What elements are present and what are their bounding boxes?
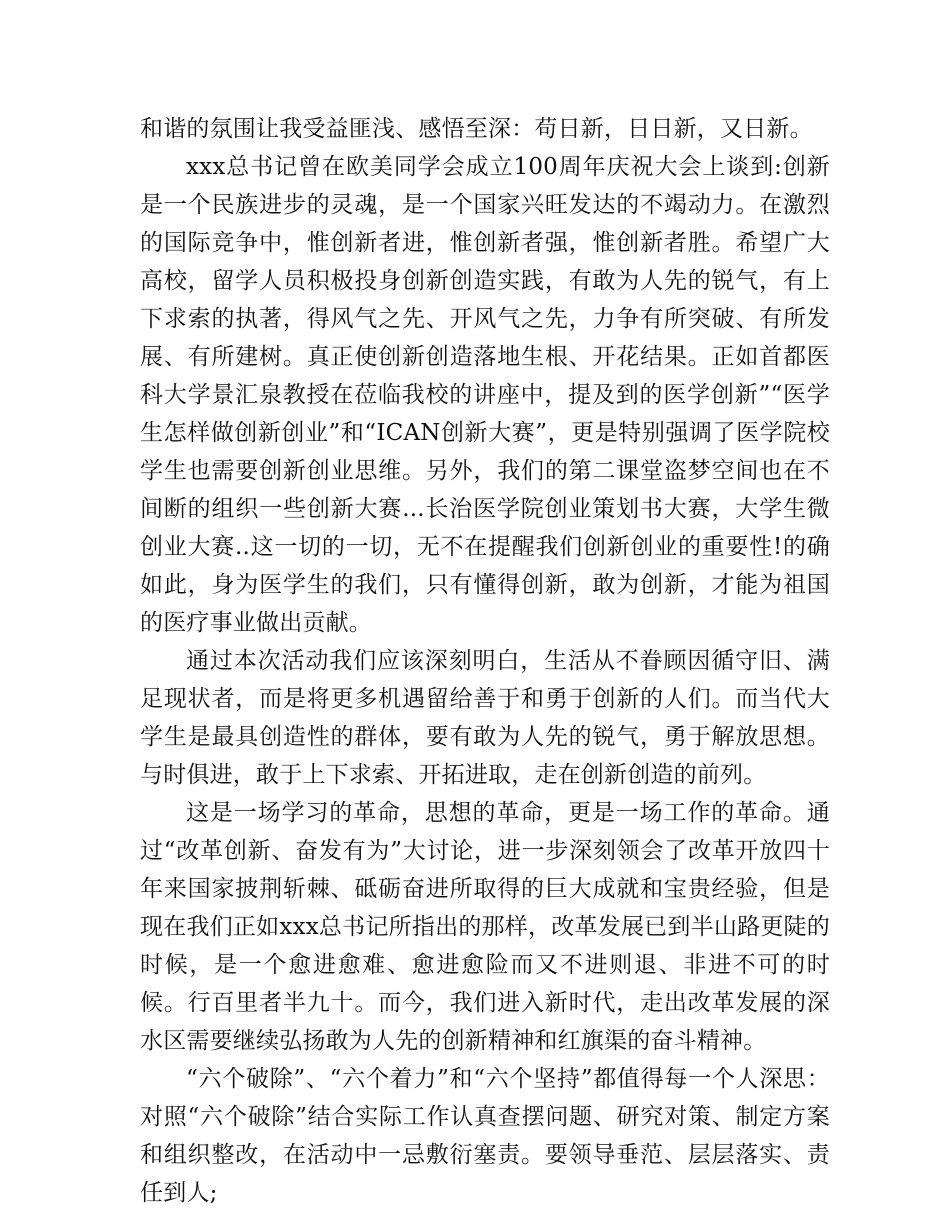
paragraph-4: 这是一场学习的革命，思想的革命，更是一场工作的革命。通过“改革创新、奋发有为”大讨论，进一步深刻领会了改革开放四十年来国家披荆斩棘、砥砺奋进所取得的巨大成就和宝贵经验，但是现在我们正如xxx总书记所指出的那样，改革发展已到半山路更陡的时候，是一个愈进愈难、愈进愈险而又不进则退、非进不可的时候。行百里者半九十。而今，我们进入新时代，走出改革发展的深水区需要继续弘扬敢为人先的创新精神和红旗渠的奋斗精神。 [140,800,830,1054]
document-page [140,110,830,1212]
paragraph-2: xxx总书记曾在欧美同学会成立100周年庆祝大会上谈到:创新是一个民族进步的灵魂，是一个国家兴旺发达的不竭动力。在激烈的国际竞争中，惟创新者进，惟创新者强，惟创新者胜。希望广大高校，留学人员积极投身创新创造实践，有敢为人先的锐气，有上下求索的执著，得风气之先、开风气之先，力争有所突破、有所发展、有所建树。真正使创新创造落地生根、开花结果。正如首都医科大学景汇泉教授在莅临我校的讲座中，提及到的医学创新”“医学生怎样做创新创业”和“ICAN创新大赛”，更是特别强调了医学院校学生也需要创新创业思维。另外，我们的第二课堂盗梦空间也在不间断的组织一些创新大赛...长治医学院创业策划书大赛，大学生微创业大赛..这一切的一切，无不在提醒我们创新创业的重要性!的确如此，身为医学生的我们，只有懂得创新，敢为创新，才能为祖国的医疗事业做出贡献。 [140,154,830,636]
paragraph-1: 和谐的氛围让我受益匪浅、感悟至深：苟日新，日日新，又日新。 [140,116,813,142]
paragraph-5: “六个破除”、“六个着力”和“六个坚持”都值得每一个人深思：对照“六个破除”结合实际工作认真查摆问题、研究对策、制定方案和组织整改，在活动中一忌敷衍塞责。要领导垂范、层层落实、责任到人; [140,1066,830,1206]
paragraph-3: 通过本次活动我们应该深刻明白，生活从不眷顾因循守旧、满足现状者，而是将更多机遇留给善于和勇于创新的人们。而当代大学生是最具创造性的群体，要有敢为人先的锐气，勇于解放思想。与时俱进，敢于上下求索、开拓进取，走在创新创造的前列。 [140,648,830,788]
